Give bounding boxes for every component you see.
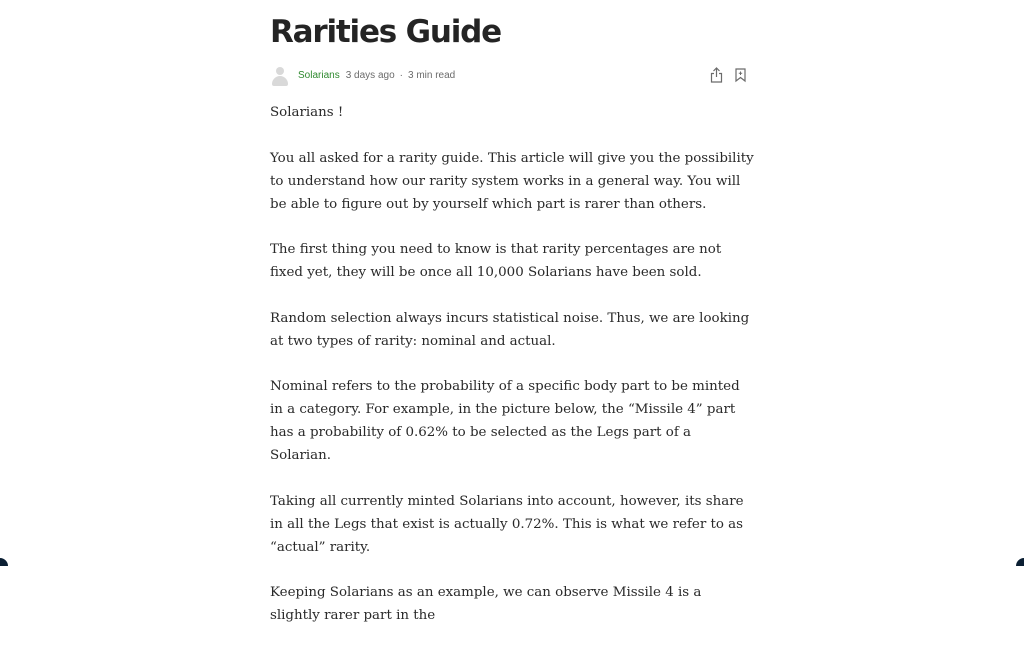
author-link[interactable]: Solarians [298, 69, 340, 81]
posted-date: 3 days ago [345, 69, 395, 81]
avatar-body [272, 76, 288, 86]
window-corner-left [0, 558, 8, 566]
share-icon[interactable] [708, 66, 724, 84]
meta-actions [700, 66, 748, 84]
paragraph: The first thing you need to know is that rarity percentages are not fixed yet, they will be once all 10,000 Solarians have been sold. [270, 242, 722, 280]
meta-separator: · [399, 69, 403, 81]
paragraph: Solarians ! [270, 105, 344, 120]
paragraph: Nominal refers to the probability of a specific body part to be minted in a category. For example, in the picture below, the “Missile 4” part has a probability of 0.62% to be selected as the Legs part of a Solarian. [270, 379, 740, 463]
avatar-head [276, 67, 284, 75]
article-meta [270, 64, 748, 86]
read-time: 3 min read [407, 69, 456, 81]
bookmark-icon[interactable] [732, 66, 748, 84]
author-avatar[interactable] [270, 65, 290, 85]
window-corner-right [1016, 558, 1024, 566]
paragraph: Random selection always incurs statistical noise. Thus, we are looking at two types of rarity: nominal and actual. [270, 310, 750, 349]
article-body [270, 101, 755, 650]
paragraph: Taking all currently minted Solarians into account, however, its share in all the Legs that exist is actually 0.72%. This is what we refer to as “actual” rarity. [270, 493, 744, 555]
meta-text [298, 70, 455, 81]
article-title: Rarities Guide [270, 14, 501, 50]
paragraph: You all asked for a rarity guide. This article will give you the possibility to understand how our rarity system works in a general way. You will be able to figure out by yourself which part is rarer than others. [270, 150, 754, 212]
paragraph: Keeping Solarians as an example, we can observe Missile 4 is a slightly rarer part in the [270, 585, 702, 623]
